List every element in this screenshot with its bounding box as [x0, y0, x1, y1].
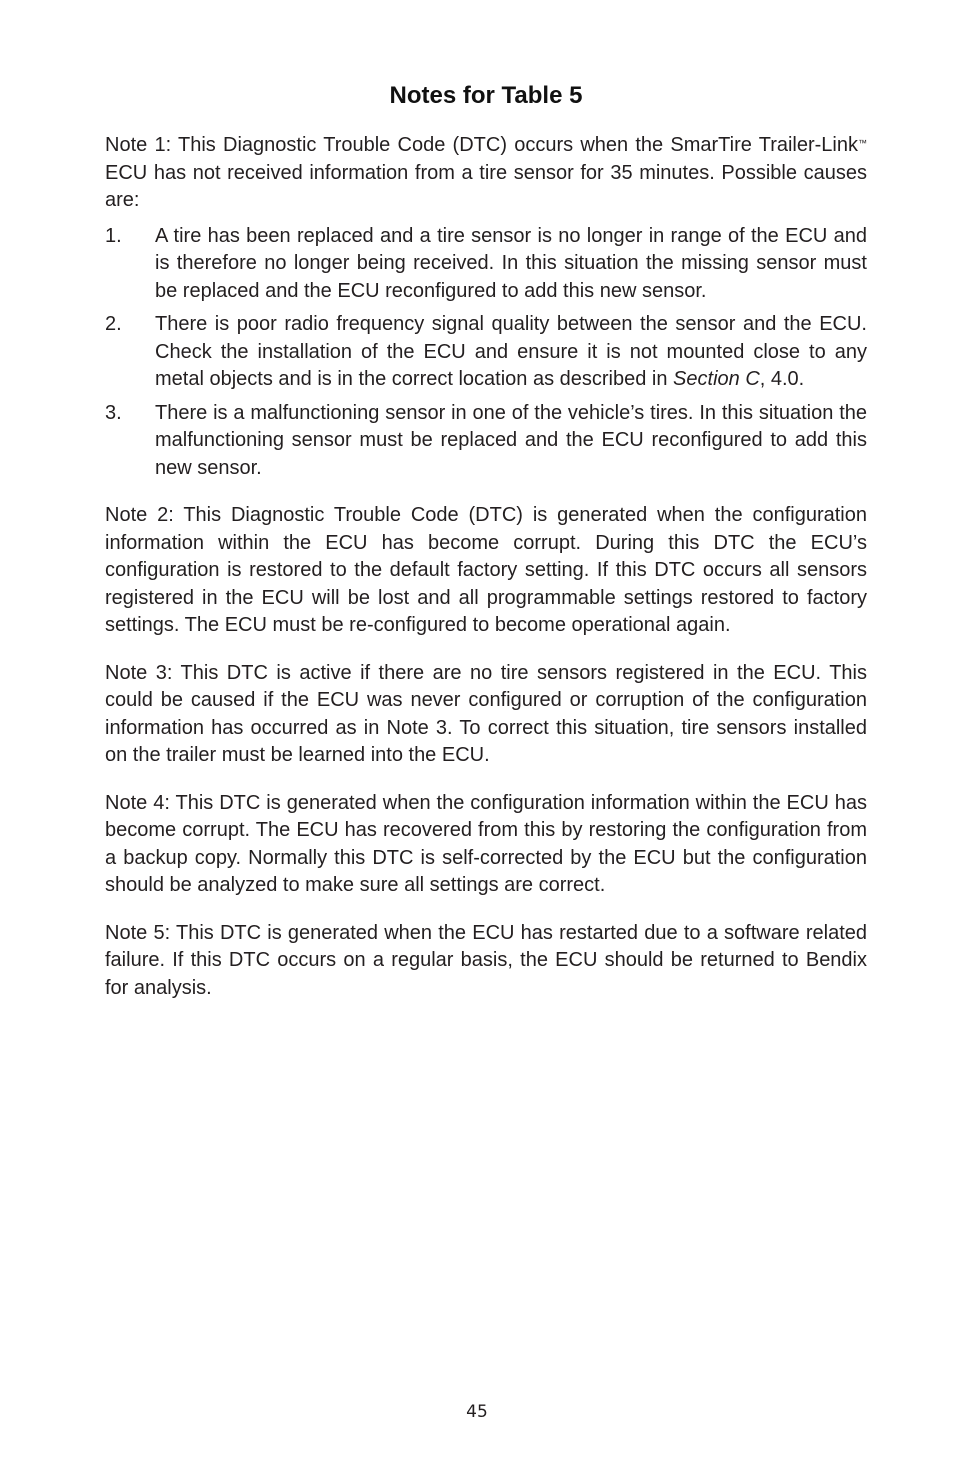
list-item-text-end: , 4.0.	[759, 368, 805, 390]
trademark-symbol: ™	[858, 138, 867, 148]
page-number: 45	[466, 1402, 488, 1422]
note-2: Note 2: This Diagnostic Trouble Code (DTC) is generated when the configuration information within the ECU has become corrupt. During this DTC the ECU’s configuration is restored to the default factory setting. If this DTC occurs all sensors registered in the ECU will be lost and all programmable settings restored to factory settings. The ECU must be re-configured to become operational again.	[105, 504, 867, 636]
note-5: Note 5: This DTC is generated when the ECU has restarted due to a software related failure. If this DTC occurs on a regular basis, the ECU should be returned to Bendix for analysis.	[105, 921, 867, 999]
note-3: Note 3: This DTC is active if there are no tire sensors registered in the ECU. This could be caused if the ECU was never configured or corruption of the configuration information has occurred as in Note 3. To correct this situation, tire sensors installed on the trailer must be learned into the ECU.	[105, 661, 867, 766]
list-item	[105, 223, 867, 306]
note-1	[105, 132, 867, 215]
list-item-number: 2.	[105, 313, 122, 335]
list-item	[105, 400, 867, 483]
list-item-number: 3.	[105, 401, 122, 424]
page-title: Notes for Table 5	[389, 82, 583, 109]
section-reference: Section C	[673, 368, 760, 390]
list-item	[105, 311, 867, 394]
list-item-text: A tire has been replaced and a tire sensor is no longer in range of the ECU and is therefore no longer being received. In this situation the missing sensor must be replaced and the ECU reconfigured to add this new sensor.	[155, 224, 867, 302]
list-item-text: There is poor radio frequency signal quality between the sensor and the ECU. Check the installation of the ECU and ensure it is not mounted close to any metal objects and is in the correct location as described in	[155, 313, 867, 390]
document-page	[105, 80, 867, 1022]
note-4: Note 4: This DTC is generated when the configuration information within the ECU has become corrupt. The ECU has recovered from this by restoring the configuration from a backup copy. Normally this DTC is self-corrected by the ECU but the configuration should be analyzed to make sure all settings are correct.	[105, 791, 867, 896]
list-item-text: There is a malfunctioning sensor in one of the vehicle’s tires. In this situation the malfunctioning sensor must be replaced and the ECU reconfigured to add this new sensor.	[155, 401, 867, 479]
list-item-number: 1.	[105, 224, 122, 247]
note-1-part2: ECU has not received information from a tire sensor for 35 minutes. Possible causes are:	[105, 161, 867, 211]
note-1-part1: Note 1: This Diagnostic Trouble Code (DTC) occurs when the SmarTire Trailer-Link	[105, 134, 858, 156]
possible-causes-list	[105, 223, 867, 483]
